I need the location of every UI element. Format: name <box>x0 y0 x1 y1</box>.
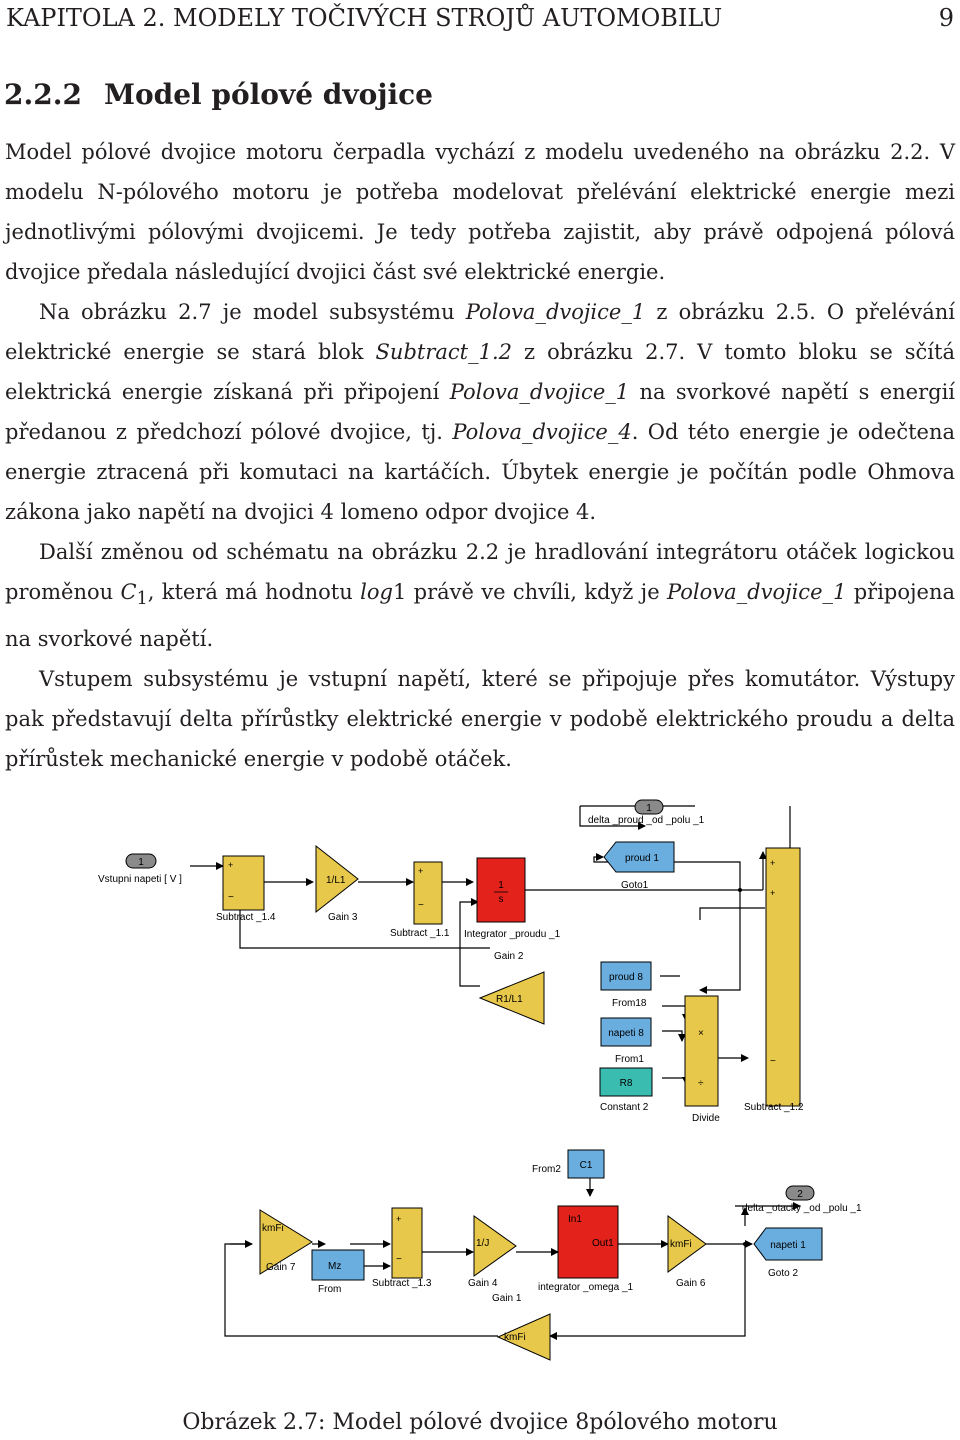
svg-text:Subtract _1.3: Subtract _1.3 <box>372 1278 432 1289</box>
svg-text:From2: From2 <box>532 1164 561 1175</box>
gain-6-block <box>668 1216 706 1289</box>
svg-text:1/J: 1/J <box>476 1238 490 1249</box>
svg-text:×: × <box>698 1028 704 1039</box>
svg-text:Mz: Mz <box>328 1261 342 1272</box>
gain-4-block <box>468 1216 516 1289</box>
outport-1 <box>588 800 705 826</box>
svg-text:From1: From1 <box>615 1054 644 1065</box>
gain-1-block <box>492 1293 550 1360</box>
integrator-proudu-block <box>464 858 561 940</box>
svg-text:+: + <box>396 1214 402 1224</box>
svg-text:+: + <box>770 858 776 868</box>
svg-text:delta _otacky _od _polu _1: delta _otacky _od _polu _1 <box>742 1203 862 1214</box>
svg-text:Vstupni napeti [ V ]: Vstupni napeti [ V ] <box>98 874 182 885</box>
outport-2 <box>742 1186 862 1214</box>
svg-text:2: 2 <box>797 1189 803 1200</box>
constant-2-block <box>600 1068 652 1113</box>
paragraph-2: Na obrázku 2.7 je model subsystému Polova_dvojice_1 z obrázku 2.5. O přelévání elektrické energie se stará blok Subtract_1.2 z obrázku 2.7. V tomto bloku se sčítá elektrická energie získaná při připojení Polova_dvojice_1 na svorkové napětí s energií předanou z předchozí pólové dvojice, tj. Polova_dvojice_4. Od této energie je odečtena energie ztracená při komutaci na kartáčích. Úbytek energie je počítán podle Ohmova zákona jako napětí na dvojici 4 lomeno odpor dvojice 4. <box>5 300 955 524</box>
gain-7-block <box>260 1210 312 1274</box>
svg-text:In1: In1 <box>568 1214 582 1225</box>
svg-text:1/L1: 1/L1 <box>326 875 346 886</box>
subtract-1-2-block <box>744 848 804 1113</box>
svg-text:delta _proud _od _polu _1: delta _proud _od _polu _1 <box>588 815 705 826</box>
svg-text:−: − <box>770 1056 776 1067</box>
svg-text:Constant 2: Constant 2 <box>600 1102 649 1113</box>
svg-text:Gain 4: Gain 4 <box>468 1278 498 1289</box>
svg-text:Gain 2: Gain 2 <box>494 951 524 962</box>
from-mz-block <box>312 1250 364 1295</box>
section-title: Model pólové dvojice <box>103 78 433 111</box>
svg-text:R1/L1: R1/L1 <box>496 994 523 1005</box>
from-2-block <box>532 1150 604 1178</box>
svg-text:1: 1 <box>646 803 652 814</box>
svg-text:integrator _omega _1: integrator _omega _1 <box>538 1282 634 1293</box>
svg-text:napeti 1: napeti 1 <box>770 1240 806 1251</box>
svg-text:kmFi: kmFi <box>504 1332 526 1343</box>
svg-text:s: s <box>498 894 504 905</box>
svg-text:−: − <box>228 892 234 903</box>
svg-text:+: + <box>418 866 424 876</box>
svg-text:proud 1: proud 1 <box>625 853 659 864</box>
from-1-block <box>601 1018 651 1065</box>
gain-3-block <box>316 846 358 923</box>
from-18-block <box>601 962 651 1009</box>
svg-text:1: 1 <box>498 880 504 891</box>
svg-text:C1: C1 <box>579 1160 593 1171</box>
figure-caption: Obrázek 2.7: Model pólové dvojice 8pólového motoru <box>182 1410 778 1435</box>
svg-text:From: From <box>318 1284 342 1295</box>
svg-text:Divide: Divide <box>692 1113 720 1124</box>
subtract-1-4-block <box>216 856 276 923</box>
section-number: 2.2.2 <box>4 78 82 111</box>
running-header <box>0 4 960 32</box>
body-text <box>5 132 955 779</box>
svg-text:Goto 2: Goto 2 <box>768 1268 799 1279</box>
svg-text:Integrator _proudu _1: Integrator _proudu _1 <box>464 929 561 940</box>
svg-text:From18: From18 <box>612 998 647 1009</box>
svg-text:Gain 3: Gain 3 <box>328 912 358 923</box>
subtract-1-3-block <box>372 1208 432 1289</box>
svg-text:Subtract _1.2: Subtract _1.2 <box>744 1102 804 1113</box>
svg-text:Goto1: Goto1 <box>621 880 649 891</box>
paragraph-3: Další změnou od schématu na obrázku 2.2 je hradlování integrátoru otáček logickou proměnou $C_1$, která má hodnotu log1 právě ve chvíli, když je Polova_dvojice_1 připojena na svorkové napětí. <box>5 540 955 652</box>
simulink-diagram <box>80 796 880 1361</box>
paragraph-4: Vstupem subsystému je vstupní napětí, které se připojuje přes komutátor. Výstupy pak představují delta přírůstky elektrické energie v podobě elektrického proudu a delta přírůstek mechanické energie v podobě otáček. <box>5 667 955 772</box>
divide-block <box>685 996 720 1124</box>
svg-text:+: + <box>770 888 776 898</box>
svg-text:Gain 6: Gain 6 <box>676 1278 706 1289</box>
svg-text:Subtract _1.4: Subtract _1.4 <box>216 912 276 923</box>
inport-1 <box>98 854 182 885</box>
chapter-title: KAPITOLA 2. MODELY TOČIVÝCH STROJŮ AUTOMOBILU <box>6 4 723 32</box>
goto-1-block <box>604 842 674 891</box>
page-number: 9 <box>938 4 954 32</box>
svg-text:Gain 7: Gain 7 <box>266 1262 296 1273</box>
gain-2-block <box>480 946 544 1024</box>
svg-text:+: + <box>228 860 234 870</box>
svg-text:Subtract _1.1: Subtract _1.1 <box>390 928 450 939</box>
svg-text:Gain 1: Gain 1 <box>492 1293 522 1304</box>
svg-text:÷: ÷ <box>698 1078 704 1089</box>
subtract-1-1-block <box>390 862 450 939</box>
svg-text:napeti 8: napeti 8 <box>608 1028 644 1039</box>
svg-text:kmFi: kmFi <box>262 1223 284 1234</box>
integrator-omega-block <box>538 1206 634 1293</box>
svg-text:1: 1 <box>138 857 144 868</box>
section-heading <box>4 78 433 111</box>
svg-text:R8: R8 <box>619 1078 633 1089</box>
svg-text:Out1: Out1 <box>592 1238 614 1249</box>
paragraph-1: Model pólové dvojice motoru čerpadla vychází z modelu uvedeného na obrázku 2.2. V modelu N-pólového motoru je potřeba modelovat přelévání elektrické energie mezi jednotlivými pólovými dvojicemi. Je tedy potřeba zajistit, aby právě odpojená pólová dvojice předala následující dvojici část své elektrické energie. <box>5 140 955 284</box>
svg-text:−: − <box>418 900 424 911</box>
svg-text:kmFi: kmFi <box>670 1239 692 1250</box>
svg-text:−: − <box>396 1254 402 1265</box>
svg-text:proud 8: proud 8 <box>609 972 643 983</box>
goto-2-block <box>754 1228 822 1279</box>
